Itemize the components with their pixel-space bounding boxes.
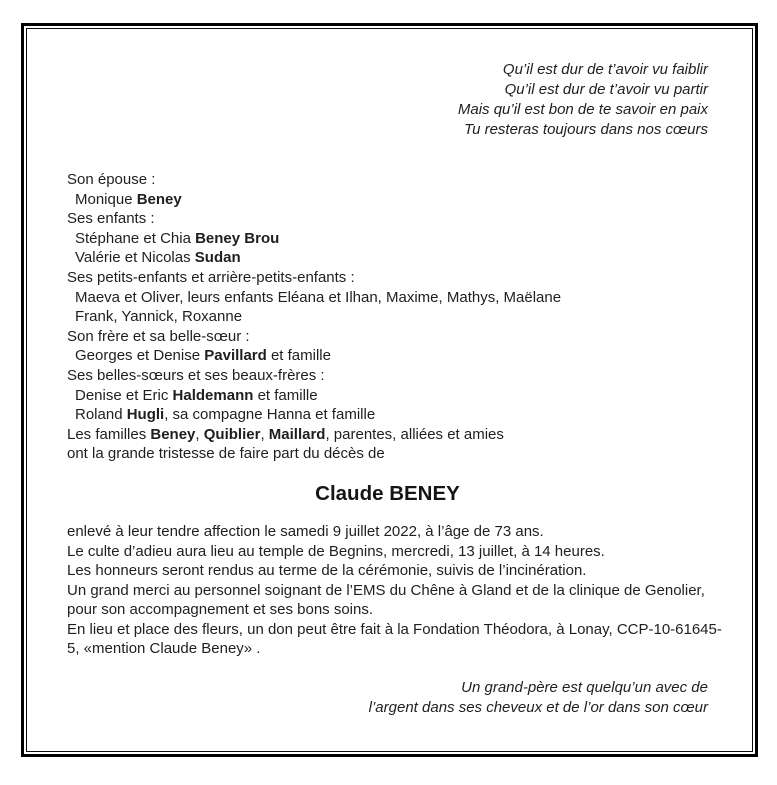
text-segment: Un grand-père est quelqu’un avec de — [461, 679, 708, 697]
opening-verse-line — [67, 120, 708, 140]
announcement-line — [67, 561, 708, 581]
family-list — [67, 170, 708, 464]
text-segment: ont la grande tristesse de faire part du décès de — [67, 445, 385, 463]
text-segment: Roland — [75, 406, 127, 424]
family-line — [67, 248, 708, 268]
announcement-line — [67, 542, 708, 562]
opening-verse-line — [67, 60, 708, 80]
text-segment: , parentes, alliées et amies — [325, 425, 504, 443]
family-name-bold: Pavillard — [204, 347, 267, 365]
text-segment: Le culte d’adieu aura lieu au temple de Begnins, mercredi, 13 juillet, à 14 heures. — [67, 542, 605, 560]
document-frame-inner — [26, 28, 753, 752]
family-line — [67, 307, 708, 327]
text-segment: Tu resteras toujours dans nos cœurs — [464, 121, 708, 138]
family-line — [67, 386, 708, 406]
family-line — [67, 366, 708, 386]
closing-verse-line — [67, 678, 708, 698]
family-line — [67, 425, 708, 445]
text-segment: Georges et Denise — [75, 347, 205, 365]
family-line — [67, 268, 708, 288]
family-name-bold: Beney — [136, 190, 182, 208]
family-line — [67, 346, 708, 366]
announcement-line — [67, 620, 722, 640]
text-segment: Son épouse : — [67, 171, 156, 188]
announcement-line — [67, 639, 708, 659]
text-segment: Frank, Yannick, Roxanne — [75, 308, 243, 326]
opening-verse-line — [67, 80, 708, 100]
family-line — [67, 170, 708, 190]
announcement-line — [67, 522, 708, 542]
family-line — [67, 327, 708, 347]
opening-verse-line — [67, 100, 708, 120]
family-line — [67, 209, 708, 229]
text-segment: , — [260, 425, 269, 443]
announcement — [67, 522, 722, 659]
document-frame — [21, 23, 758, 757]
text-segment: Son frère et sa belle-sœur : — [67, 327, 250, 345]
text-segment: Les familles — [67, 425, 151, 443]
family-name-bold: Sudan — [194, 249, 241, 267]
family-line — [67, 288, 708, 308]
family-line — [67, 229, 708, 249]
family-line — [67, 405, 708, 425]
text-segment: Un grand merci au personnel soignant de l’EMS du Chêne à Gland et de la clinique de Genolier, — [67, 581, 705, 599]
text-segment: En lieu et place des fleurs, un don peut être fait à la Fondation Théodora, à Lonay, CCP-10-61645- — [67, 620, 722, 638]
text-segment: Ses belles-sœurs et ses beaux-frères : — [67, 366, 325, 384]
family-name-bold: Haldemann — [172, 386, 254, 404]
text-segment: Stéphane et Chia — [75, 229, 196, 247]
family-name-bold: Hugli — [126, 406, 165, 424]
text-segment: 5, «mention Claude Beney» . — [67, 640, 261, 658]
announcement-line — [67, 600, 708, 620]
text-segment: et famille — [266, 347, 331, 365]
text-segment: Mais qu’il est bon de te savoir en paix — [457, 101, 708, 118]
text-segment: Valérie et Nicolas — [75, 249, 195, 267]
closing-verse — [67, 678, 708, 718]
deceased-name: Claude BENEY — [315, 481, 460, 505]
opening-verse — [67, 60, 708, 140]
text-segment: Ses enfants : — [67, 210, 155, 228]
text-segment: Qu’il est dur de t’avoir vu faiblir — [502, 61, 708, 78]
text-segment: Monique — [75, 190, 137, 208]
text-segment: Maeva et Oliver, leurs enfants Eléana et Ilhan, Maxime, Mathys, Maëlane — [75, 288, 562, 306]
text-segment: l’argent dans ses cheveux et de l’or dans son cœur — [368, 699, 708, 717]
text-segment: , — [195, 425, 204, 443]
text-segment: Ses petits-enfants et arrière-petits-enfants : — [67, 268, 355, 286]
family-name-bold: Quiblier — [203, 425, 261, 443]
announcement-line — [67, 581, 708, 601]
text-segment: enlevé à leur tendre affection le samedi 9 juillet 2022, à l’âge de 73 ans. — [67, 522, 544, 540]
text-segment: pour son accompagnement et ses bons soins. — [67, 601, 374, 619]
family-line — [67, 444, 708, 464]
text-segment: et famille — [253, 386, 318, 404]
family-name-bold: Beney — [150, 425, 196, 443]
family-line — [67, 190, 708, 210]
family-name-bold: Maillard — [268, 425, 326, 443]
text-segment: , sa compagne Hanna et famille — [164, 406, 376, 424]
family-name-bold: Beney Brou — [195, 229, 280, 247]
text-segment: Denise et Eric — [75, 386, 173, 404]
closing-verse-line — [67, 698, 708, 718]
text-segment: Les honneurs seront rendus au terme de la cérémonie, suivis de l’incinération. — [67, 562, 587, 580]
text-segment: Qu’il est dur de t’avoir vu partir — [504, 81, 708, 98]
